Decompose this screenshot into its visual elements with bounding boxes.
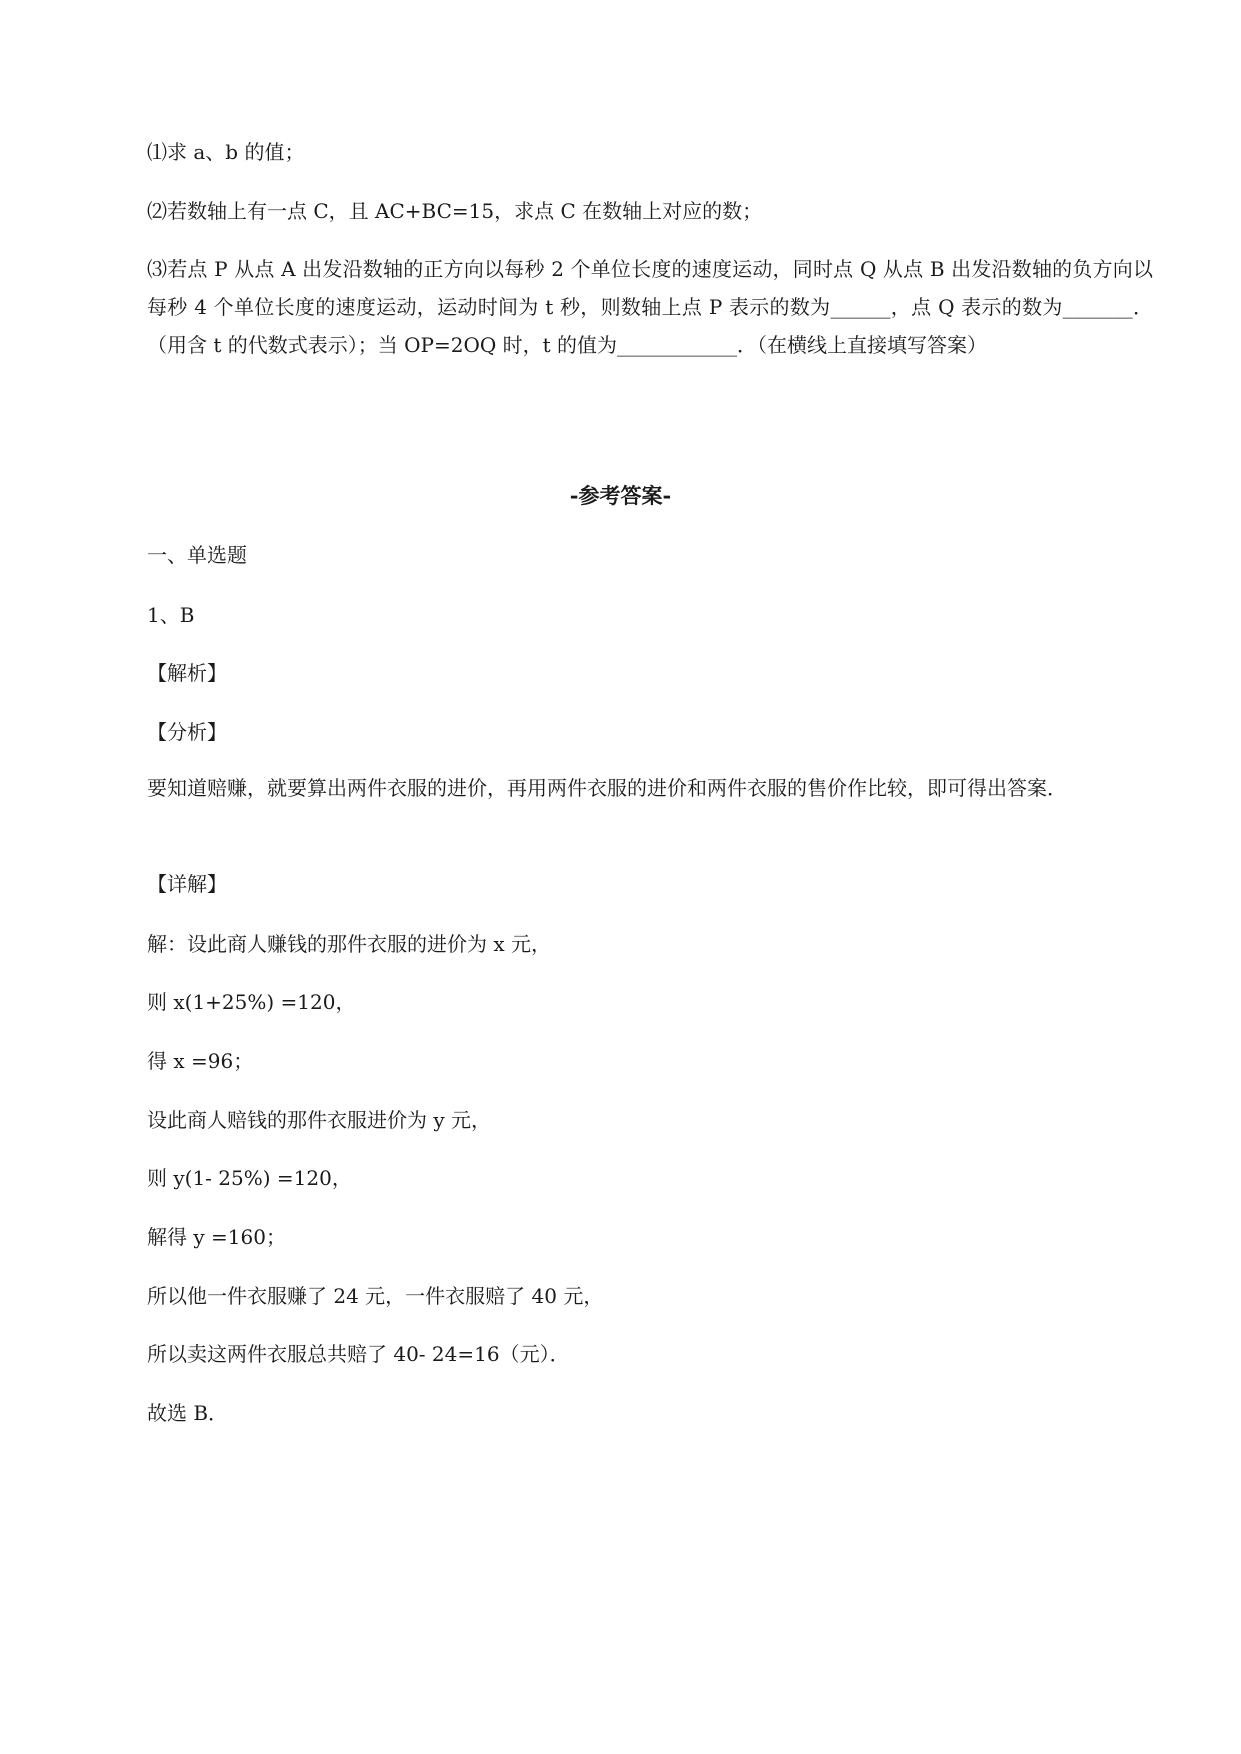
- question-part-3: ⑶若点 P 从点 A 出发沿数轴的正方向以每秒 2 个单位长度的速度运动，同时点 Q 从点 B 出发沿数轴的负方向以每秒 4 个单位长度的速度运动，运动时间为 t 秒，则数轴上点 P 表示的数为______，点 Q 表示的数为_______．（用含 t 的代数式表示）；当 OP=2OQ 时，t 的值为____________．（在横线上直接填写答案）: [147, 257, 1153, 357]
- answer-key-title: -参考答案-: [569, 483, 672, 508]
- solution-line: 解得 y =160；: [147, 1225, 286, 1249]
- analysis-tag: 【解析】: [147, 661, 227, 685]
- solution-line: 所以他一件衣服赚了 24 元，一件衣服赔了 40 元，: [147, 1284, 604, 1308]
- analysis-text: 要知道赔赚，就要算出两件衣服的进价，再用两件衣服的进价和两件衣服的售价作比较，即可得出答案．: [147, 776, 1067, 800]
- detail-tag: 【详解】: [147, 872, 227, 896]
- solution-line: 则 x(1+25%) =120，: [147, 990, 356, 1014]
- question-part-1: ⑴求 a、b 的值；: [147, 140, 305, 164]
- solution-line: 设此商人赔钱的那件衣服进价为 y 元，: [147, 1108, 492, 1132]
- answer-item-number: 1、B: [147, 603, 195, 627]
- section-heading: 一、单选题: [147, 543, 247, 567]
- solution-line: 得 x =96；: [147, 1049, 254, 1073]
- solution-line: 所以卖这两件衣服总共赔了 40- 24=16（元）．: [147, 1342, 570, 1366]
- analysis-sub-tag: 【分析】: [147, 720, 227, 744]
- solution-line: 解：设此商人赚钱的那件衣服的进价为 x 元，: [147, 932, 551, 956]
- solution-line: 则 y(1- 25%) =120，: [147, 1166, 352, 1190]
- question-part-2: ⑵若数轴上有一点 C，且 AC+BC=15，求点 C 在数轴上对应的数；: [147, 199, 763, 223]
- solution-line: 故选 B．: [147, 1401, 229, 1425]
